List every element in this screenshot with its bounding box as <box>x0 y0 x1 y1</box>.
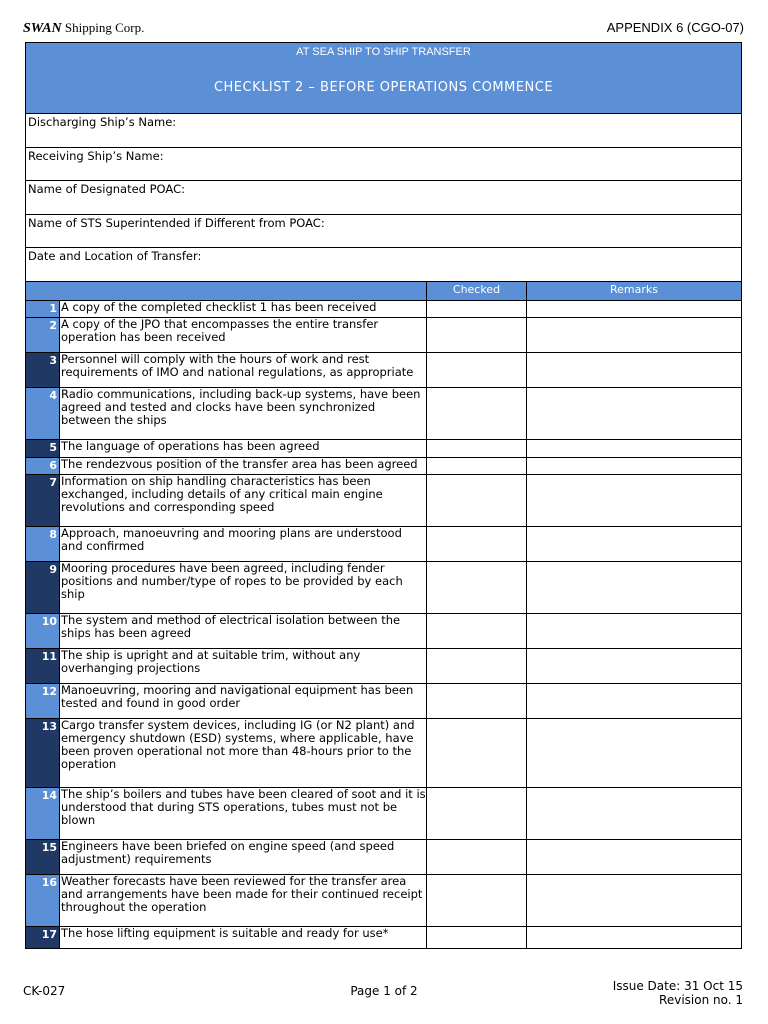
remarks-cell[interactable] <box>527 475 741 526</box>
checklist-row <box>26 562 741 614</box>
checklist-banner <box>26 43 741 114</box>
checklist-row <box>26 875 741 927</box>
remarks-cell[interactable] <box>527 875 741 926</box>
item-number: 1 <box>26 301 60 318</box>
issue-date: Issue Date: 31 Oct 15 <box>612 979 743 993</box>
checked-cell[interactable] <box>427 614 527 648</box>
item-number: 15 <box>26 840 60 874</box>
banner-title: CHECKLIST 2 – BEFORE OPERATIONS COMMENCE <box>213 80 554 95</box>
item-text: The hose lifting equipment is suitable and ready for use* <box>60 927 427 948</box>
checked-cell[interactable] <box>427 875 527 926</box>
item-text: The ship is upright and at suitable trim, without any overhanging projections <box>60 649 427 683</box>
item-number: 2 <box>26 318 60 352</box>
remarks-cell[interactable] <box>527 927 741 948</box>
remarks-cell[interactable] <box>527 719 741 787</box>
item-number: 17 <box>26 927 60 948</box>
remarks-cell[interactable] <box>527 301 741 318</box>
column-header-checked: Checked <box>427 282 527 300</box>
item-number: 9 <box>26 562 60 613</box>
item-number: 13 <box>26 719 60 787</box>
checklist-row <box>26 458 741 476</box>
remarks-cell[interactable] <box>527 840 741 874</box>
revision-number: Revision no. 1 <box>659 993 743 1007</box>
checked-cell[interactable] <box>427 719 527 787</box>
item-text: Information on ship handling characteristics has been exchanged, including details of any critical main engine revolutions and corresponding speed <box>60 475 427 526</box>
field-receiving-ship: Receiving Ship’s Name: <box>26 148 741 182</box>
remarks-cell[interactable] <box>527 684 741 718</box>
item-number: 4 <box>26 388 60 439</box>
appendix-label: APPENDIX 6 (CGO-07) <box>606 20 744 35</box>
item-text: Manoeuvring, mooring and navigational equipment has been tested and found in good order <box>60 684 427 718</box>
checklist-row <box>26 649 741 684</box>
checked-cell[interactable] <box>427 301 527 318</box>
item-number: 7 <box>26 475 60 526</box>
remarks-cell[interactable] <box>527 649 741 683</box>
checklist-row <box>26 388 741 440</box>
item-text: The system and method of electrical isolation between the ships has been agreed <box>60 614 427 648</box>
company-name-bold: SWAN <box>23 21 62 36</box>
field-discharging-ship: Discharging Ship’s Name: <box>26 114 741 148</box>
checklist-row <box>26 318 741 353</box>
item-number: 16 <box>26 875 60 926</box>
checklist-row <box>26 475 741 527</box>
column-header-item <box>26 282 427 300</box>
checklist-row <box>26 614 741 649</box>
item-number: 14 <box>26 788 60 839</box>
checked-cell[interactable] <box>427 562 527 613</box>
checklist-row <box>26 684 741 719</box>
item-text: Engineers have been briefed on engine speed (and speed adjustment) requirements <box>60 840 427 874</box>
checklist-row <box>26 719 741 788</box>
item-text: Approach, manoeuvring and mooring plans are understood and confirmed <box>60 527 427 561</box>
item-text: Mooring procedures have been agreed, including fender positions and number/type of ropes to be provided by each ship <box>60 562 427 613</box>
checklist-row <box>26 527 741 562</box>
remarks-cell[interactable] <box>527 318 741 352</box>
item-text: A copy of the JPO that encompasses the entire transfer operation has been received <box>60 318 427 352</box>
checked-cell[interactable] <box>427 388 527 439</box>
checklist-row <box>26 440 741 458</box>
item-number: 8 <box>26 527 60 561</box>
checked-cell[interactable] <box>427 353 527 387</box>
item-text: Radio communications, including back-up systems, have been agreed and tested and clocks have been synchronized between the ships <box>60 388 427 439</box>
remarks-cell[interactable] <box>527 562 741 613</box>
checklist-sheet <box>25 42 742 949</box>
item-text: The language of operations has been agreed <box>60 440 427 457</box>
checked-cell[interactable] <box>427 684 527 718</box>
page-number: Page 1 of 2 <box>350 984 418 998</box>
checked-cell[interactable] <box>427 788 527 839</box>
remarks-cell[interactable] <box>527 440 741 457</box>
checklist-row <box>26 301 741 319</box>
field-designated-poac: Name of Designated POAC: <box>26 181 741 215</box>
checked-cell[interactable] <box>427 440 527 457</box>
field-date-location: Date and Location of Transfer: <box>26 248 741 282</box>
remarks-cell[interactable] <box>527 353 741 387</box>
field-sts-superintendent: Name of STS Superintended if Different from POAC: <box>26 215 741 249</box>
checked-cell[interactable] <box>427 458 527 475</box>
checklist-row <box>26 353 741 388</box>
item-text: A copy of the completed checklist 1 has been received <box>60 301 427 318</box>
company-name-rest: Shipping Corp. <box>61 20 145 35</box>
column-header-row <box>26 282 741 301</box>
remarks-cell[interactable] <box>527 527 741 561</box>
checklist-row <box>26 840 741 875</box>
remarks-cell[interactable] <box>527 458 741 475</box>
checklist-row <box>26 788 741 840</box>
item-number: 11 <box>26 649 60 683</box>
item-text: Weather forecasts have been reviewed for the transfer area and arrangements have been made for their continued receipt throughout the operation <box>60 875 427 926</box>
item-text: Cargo transfer system devices, including IG (or N2 plant) and emergency shutdown (ESD) systems, where applicable, have been proven operational not more than 48-hours prior to the operation <box>60 719 427 787</box>
column-header-remarks: Remarks <box>610 282 658 296</box>
item-text: The rendezvous position of the transfer area has been agreed <box>60 458 427 475</box>
item-text: The ship’s boilers and tubes have been cleared of soot and it is understood that during STS operations, tubes must not be blown <box>60 788 427 839</box>
issue-info <box>613 979 743 1007</box>
checked-cell[interactable] <box>427 475 527 526</box>
checked-cell[interactable] <box>427 649 527 683</box>
checked-cell[interactable] <box>427 527 527 561</box>
checked-cell[interactable] <box>427 318 527 352</box>
banner-subtitle: AT SEA SHIP TO SHIP TRANSFER <box>296 46 471 58</box>
item-number: 12 <box>26 684 60 718</box>
remarks-cell[interactable] <box>527 788 741 839</box>
item-text: Personnel will comply with the hours of work and rest requirements of IMO and national regulations, as appropriate <box>60 353 427 387</box>
remarks-cell[interactable] <box>527 614 741 648</box>
checked-cell[interactable] <box>427 927 527 948</box>
checklist-row <box>26 927 741 948</box>
checked-cell[interactable] <box>427 840 527 874</box>
company-name <box>23 20 144 37</box>
item-number: 5 <box>26 440 60 457</box>
item-number: 10 <box>26 614 60 648</box>
doc-code: CK-027 <box>23 984 66 998</box>
item-number: 6 <box>26 458 60 475</box>
item-number: 3 <box>26 353 60 387</box>
remarks-cell[interactable] <box>527 388 741 439</box>
